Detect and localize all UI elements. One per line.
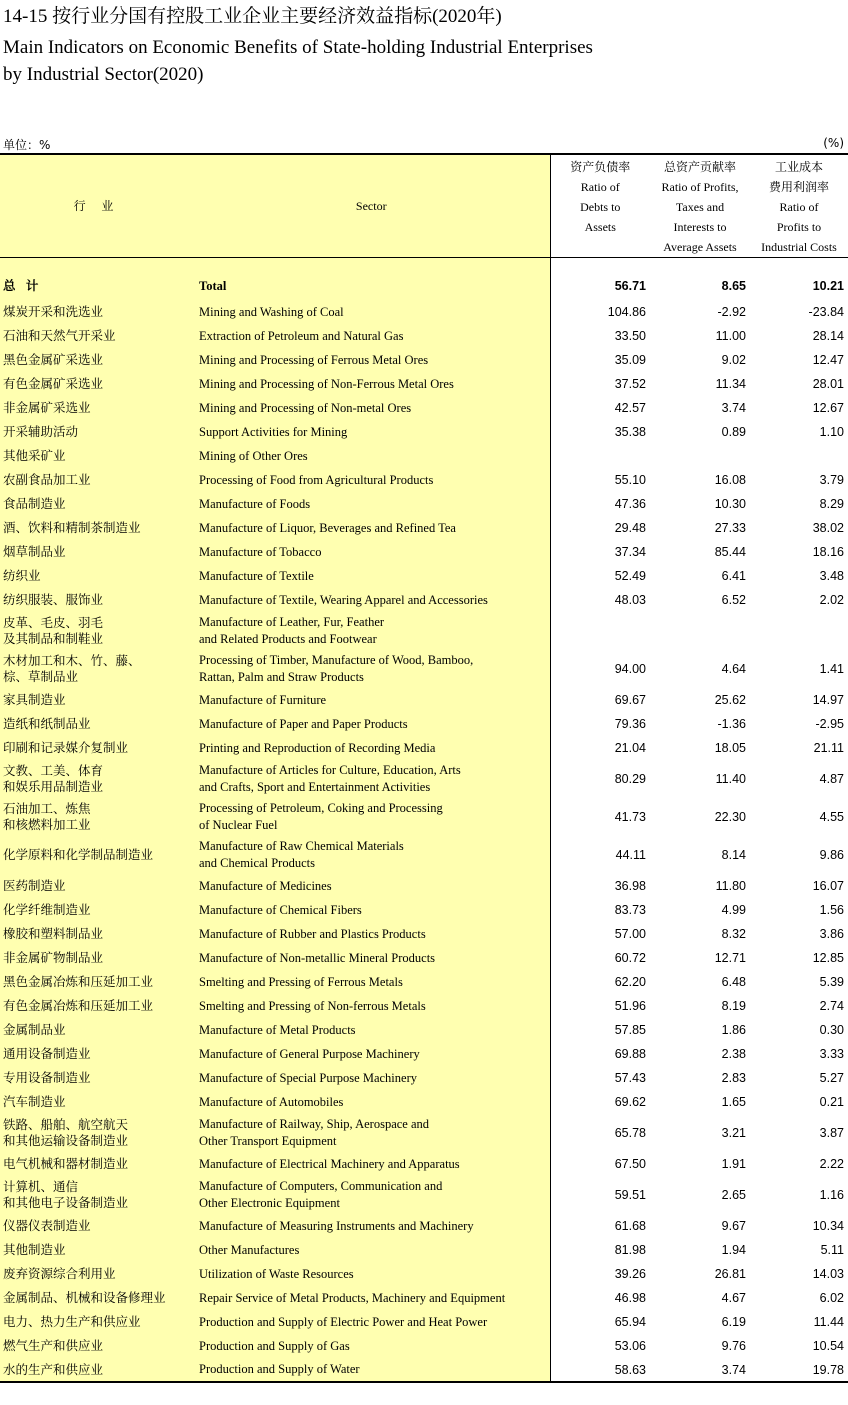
sector-cn-cell: 农副食品加工业 <box>0 468 193 492</box>
cost-profit-cell: 18.16 <box>812 545 844 559</box>
sector-en-cell: Utilization of Waste Resources <box>193 1262 550 1286</box>
sector-en-cell: Manufacture of Textile <box>193 564 550 588</box>
table-row <box>0 798 848 836</box>
debt-ratio-cell: 57.85 <box>614 1023 646 1037</box>
debt-ratio-cell: 69.67 <box>614 693 646 707</box>
cost-profit-cell: 28.14 <box>812 329 844 343</box>
sector-cn-cell: 食品制造业 <box>0 492 193 516</box>
sector-cn-cell: 化学原料和化学制品制造业 <box>0 836 193 874</box>
cost-profit-cell: 14.03 <box>812 1267 844 1281</box>
sector-cn-cell: 煤炭开采和洗选业 <box>0 300 193 324</box>
sector-en-cell: Production and Supply of Water <box>193 1358 550 1382</box>
sector-cn-cell: 其他制造业 <box>0 1238 193 1262</box>
table-row <box>0 468 848 492</box>
cost-profit-cell: 3.48 <box>819 569 844 583</box>
sector-en-cell: Processing of Food from Agricultural Products <box>193 468 550 492</box>
debt-ratio-cell: 51.96 <box>614 999 646 1013</box>
sector-en-cell: Extraction of Petroleum and Natural Gas <box>193 324 550 348</box>
asset-contribution-cell: -1.36 <box>717 717 746 731</box>
header-sector-en: Sector <box>193 154 550 258</box>
table-row <box>0 348 848 372</box>
header-asset-contribution-en: Ratio of Profits, <box>661 180 739 194</box>
sector-en-cell: Manufacture of Metal Products <box>193 1018 550 1042</box>
debt-ratio-cell: 56.71 <box>614 279 646 293</box>
debt-ratio-cell: 36.98 <box>614 879 646 893</box>
sector-cn-cell: 石油和天然气开采业 <box>0 324 193 348</box>
asset-contribution-cell: 8.65 <box>721 279 746 293</box>
debt-ratio-cell: 46.98 <box>614 1291 646 1305</box>
cost-profit-cell: 11.44 <box>813 1315 844 1329</box>
table-row <box>0 650 848 688</box>
debt-ratio-cell: 83.73 <box>614 903 646 917</box>
asset-contribution-cell: 8.19 <box>721 999 746 1013</box>
cost-profit-cell: 1.10 <box>819 425 844 439</box>
debt-ratio-cell <box>550 444 650 468</box>
asset-contribution-cell: 26.81 <box>714 1267 746 1281</box>
sector-cn-cell: 石油加工、炼焦 和核燃料加工业 <box>0 798 193 836</box>
table-row <box>0 300 848 324</box>
table-row <box>0 1018 848 1042</box>
cost-profit-cell: 10.34 <box>812 1219 844 1233</box>
cost-profit-cell: 38.02 <box>812 521 844 535</box>
header-cost-profit-cn: 工业成本 <box>774 160 823 174</box>
table-row <box>0 444 848 468</box>
sector-cn-cell: 通用设备制造业 <box>0 1042 193 1066</box>
debt-ratio-cell: 42.57 <box>614 401 646 415</box>
sector-cn-cell: 仪器仪表制造业 <box>0 1214 193 1238</box>
header-asset-contribution-en: Taxes and <box>675 200 725 214</box>
asset-contribution-cell: 4.64 <box>721 662 746 676</box>
sector-en-cell: Repair Service of Metal Products, Machinery and Equipment <box>193 1286 550 1310</box>
header-asset-contribution-en: Interests to <box>673 220 727 234</box>
cost-profit-cell: 19.78 <box>750 1358 848 1382</box>
asset-contribution-cell: 85.44 <box>714 545 746 559</box>
cost-profit-cell: 5.11 <box>820 1243 844 1257</box>
cost-profit-cell: 16.07 <box>812 879 844 893</box>
sector-cn-cell: 酒、饮料和精制茶制造业 <box>0 516 193 540</box>
asset-contribution-cell: 25.62 <box>714 693 746 707</box>
table-row <box>0 994 848 1018</box>
table-row <box>0 1238 848 1262</box>
debt-ratio-cell: 69.88 <box>614 1047 646 1061</box>
asset-contribution-cell: 11.34 <box>715 377 746 391</box>
table-row-total <box>0 272 848 300</box>
debt-ratio-cell: 33.50 <box>614 329 646 343</box>
table-row <box>0 420 848 444</box>
unit-label-cn: 单位：% <box>3 138 51 152</box>
sector-cn-cell: 医药制造业 <box>0 874 193 898</box>
table-row <box>0 516 848 540</box>
table-body <box>0 258 848 1383</box>
sector-en-cell: Other Manufactures <box>193 1238 550 1262</box>
table-title-en-line1: Main Indicators on Economic Benefits of State-holding Industrial Enterprises <box>3 37 593 58</box>
asset-contribution-cell: 2.83 <box>721 1071 746 1085</box>
sector-en-cell: Manufacture of Measuring Instruments and Machinery <box>193 1214 550 1238</box>
header-cost-profit-en: Industrial Costs <box>761 240 837 254</box>
asset-contribution-cell: 16.08 <box>714 473 746 487</box>
header-asset-contribution <box>650 154 750 258</box>
asset-contribution-cell: -2.92 <box>717 305 746 319</box>
table-row <box>0 492 848 516</box>
sector-en-cell: Total <box>193 272 550 300</box>
table-row <box>0 612 848 650</box>
asset-contribution-cell: 27.33 <box>714 521 746 535</box>
cost-profit-cell: 12.67 <box>812 401 844 415</box>
sector-cn-cell: 电气机械和器材制造业 <box>0 1152 193 1176</box>
asset-contribution-cell: 18.05 <box>714 741 746 755</box>
asset-contribution-cell: 6.19 <box>721 1315 746 1329</box>
table-title-en-line2: by Industrial Sector(2020) <box>3 64 204 85</box>
asset-contribution-cell: 10.30 <box>714 497 746 511</box>
sector-cn-cell: 总 计 <box>0 272 193 300</box>
asset-contribution-cell: 1.91 <box>721 1157 746 1171</box>
asset-contribution-cell: 8.32 <box>721 927 746 941</box>
header-debt-ratio-en: Ratio of <box>580 180 620 194</box>
debt-ratio-cell: 29.48 <box>614 521 646 535</box>
sector-en-cell: Manufacture of Rubber and Plastics Products <box>193 922 550 946</box>
sector-cn-cell: 木材加工和木、竹、藤、 棕、草制品业 <box>0 650 193 688</box>
cost-profit-cell: 0.30 <box>819 1023 844 1037</box>
sector-en-cell: Smelting and Pressing of Ferrous Metals <box>193 970 550 994</box>
sector-cn-cell: 纺织服装、服饰业 <box>0 588 193 612</box>
sector-en-cell: Manufacture of Textile, Wearing Apparel and Accessories <box>193 588 550 612</box>
debt-ratio-cell: 57.00 <box>614 927 646 941</box>
table-row <box>0 760 848 798</box>
asset-contribution-cell: 3.74 <box>721 401 746 415</box>
cost-profit-cell: 12.85 <box>812 951 844 965</box>
debt-ratio-cell: 59.51 <box>614 1188 646 1202</box>
table-header-row <box>0 154 848 258</box>
debt-ratio-cell: 44.11 <box>615 848 646 862</box>
table-row <box>0 1066 848 1090</box>
asset-contribution-cell: 4.99 <box>721 903 746 917</box>
cost-profit-cell: 12.47 <box>812 353 844 367</box>
table-row <box>0 946 848 970</box>
table-row <box>0 1310 848 1334</box>
sector-cn-cell: 有色金属冶炼和压延加工业 <box>0 994 193 1018</box>
table-row <box>0 1090 848 1114</box>
table-row <box>0 1286 848 1310</box>
sector-en-cell: Production and Supply of Gas <box>193 1334 550 1358</box>
sector-cn-cell: 金属制品业 <box>0 1018 193 1042</box>
sector-en-cell: Manufacture of Raw Chemical Materials and Chemical Products <box>193 836 550 874</box>
table-row <box>0 688 848 712</box>
debt-ratio-cell: 80.29 <box>614 772 646 786</box>
debt-ratio-cell <box>550 612 650 650</box>
sector-cn-cell: 化学纤维制造业 <box>0 898 193 922</box>
sector-cn-cell: 电力、热力生产和供应业 <box>0 1310 193 1334</box>
sector-en-cell: Manufacture of Railway, Ship, Aerospace and Other Transport Equipment <box>193 1114 550 1152</box>
asset-contribution-cell: 11.40 <box>715 772 746 786</box>
asset-contribution-cell: 9.76 <box>721 1339 746 1353</box>
asset-contribution-cell: 6.48 <box>721 975 746 989</box>
asset-contribution-cell: 12.71 <box>714 951 746 965</box>
cost-profit-cell: 1.16 <box>819 1188 844 1202</box>
cost-profit-cell: 2.22 <box>819 1157 844 1171</box>
sector-en-cell: Manufacture of Medicines <box>193 874 550 898</box>
sector-en-cell: Processing of Petroleum, Coking and Processing of Nuclear Fuel <box>193 798 550 836</box>
sector-en-cell: Manufacture of Special Purpose Machinery <box>193 1066 550 1090</box>
sector-cn-cell: 专用设备制造业 <box>0 1066 193 1090</box>
asset-contribution-cell: 9.02 <box>721 353 746 367</box>
table-row <box>0 970 848 994</box>
sector-cn-cell: 文教、工美、体育 和娱乐用品制造业 <box>0 760 193 798</box>
sector-en-cell: Manufacture of Paper and Paper Products <box>193 712 550 736</box>
cost-profit-cell: 21.11 <box>813 741 844 755</box>
asset-contribution-cell: 6.41 <box>721 569 746 583</box>
cost-profit-cell: 3.79 <box>819 473 844 487</box>
asset-contribution-cell: 22.30 <box>714 810 746 824</box>
cost-profit-cell: 5.27 <box>819 1071 844 1085</box>
table-row <box>0 396 848 420</box>
sector-en-cell: Printing and Reproduction of Recording Media <box>193 736 550 760</box>
table-row <box>0 540 848 564</box>
sector-cn-cell: 其他采矿业 <box>0 444 193 468</box>
cost-profit-cell: 3.86 <box>819 927 844 941</box>
sector-cn-cell: 黑色金属冶炼和压延加工业 <box>0 970 193 994</box>
debt-ratio-cell: 94.00 <box>614 662 646 676</box>
sector-cn-cell: 造纸和纸制品业 <box>0 712 193 736</box>
table-row <box>0 1176 848 1214</box>
asset-contribution-cell: 1.86 <box>721 1023 746 1037</box>
sector-en-cell: Manufacture of Articles for Culture, Education, Arts and Crafts, Sport and Entertainment Activities <box>193 760 550 798</box>
sector-cn-cell: 印刷和记录媒介复制业 <box>0 736 193 760</box>
debt-ratio-cell: 48.03 <box>614 593 646 607</box>
table-row <box>0 922 848 946</box>
table-row <box>0 1042 848 1066</box>
asset-contribution-cell: 3.74 <box>650 1358 750 1382</box>
debt-ratio-cell: 37.34 <box>614 545 646 559</box>
debt-ratio-cell: 61.68 <box>614 1219 646 1233</box>
sector-cn-cell: 水的生产和供应业 <box>0 1358 193 1382</box>
sector-en-cell: Manufacture of Electrical Machinery and Apparatus <box>193 1152 550 1176</box>
table-row <box>0 1334 848 1358</box>
cost-profit-cell: 1.41 <box>819 662 844 676</box>
asset-contribution-cell: 1.94 <box>721 1243 746 1257</box>
table-row <box>0 1114 848 1152</box>
debt-ratio-cell: 37.52 <box>614 377 646 391</box>
table-row <box>0 588 848 612</box>
table-row <box>0 736 848 760</box>
table-row <box>0 898 848 922</box>
sector-en-cell: Manufacture of Foods <box>193 492 550 516</box>
unit-label-en: (%) <box>823 136 844 150</box>
header-debt-ratio-cn: 资产负债率 <box>570 160 631 174</box>
table-row <box>0 1152 848 1176</box>
table-title-en <box>3 34 593 88</box>
cost-profit-cell: 28.01 <box>812 377 844 391</box>
debt-ratio-cell: 58.63 <box>550 1358 650 1382</box>
sector-cn-cell: 铁路、船舶、航空航天 和其他运输设备制造业 <box>0 1114 193 1152</box>
cost-profit-cell <box>750 444 848 468</box>
header-debt-ratio <box>550 154 650 258</box>
debt-ratio-cell: 21.04 <box>614 741 646 755</box>
cost-profit-cell: 4.55 <box>819 810 844 824</box>
debt-ratio-cell: 79.36 <box>614 717 646 731</box>
debt-ratio-cell: 53.06 <box>614 1339 646 1353</box>
sector-en-cell: Manufacture of Furniture <box>193 688 550 712</box>
sector-en-cell: Mining and Processing of Non-Ferrous Metal Ores <box>193 372 550 396</box>
debt-ratio-cell: 47.36 <box>614 497 646 511</box>
debt-ratio-cell: 81.98 <box>614 1243 646 1257</box>
table-title-cn: 14-15 按行业分国有控股工业企业主要经济效益指标(2020年) <box>3 6 502 27</box>
debt-ratio-cell: 65.94 <box>614 1315 646 1329</box>
header-cost-profit-en: Ratio of <box>779 200 819 214</box>
cost-profit-cell: -2.95 <box>815 717 844 731</box>
table-row <box>0 836 848 874</box>
sector-cn-cell: 废弃资源综合利用业 <box>0 1262 193 1286</box>
asset-contribution-cell: 2.38 <box>721 1047 746 1061</box>
debt-ratio-cell: 57.43 <box>614 1071 646 1085</box>
sector-en-cell: Manufacture of Chemical Fibers <box>193 898 550 922</box>
sector-cn-cell: 燃气生产和供应业 <box>0 1334 193 1358</box>
header-debt-ratio-en: Debts to <box>580 200 621 214</box>
cost-profit-cell <box>750 612 848 650</box>
sector-en-cell: Manufacture of General Purpose Machinery <box>193 1042 550 1066</box>
sector-cn-cell: 开采辅助活动 <box>0 420 193 444</box>
asset-contribution-cell: 2.65 <box>721 1188 746 1202</box>
sector-en-cell: Support Activities for Mining <box>193 420 550 444</box>
sector-cn-cell: 非金属矿物制品业 <box>0 946 193 970</box>
debt-ratio-cell: 35.38 <box>614 425 646 439</box>
cost-profit-cell: 9.86 <box>819 848 844 862</box>
asset-contribution-cell: 11.00 <box>715 329 746 343</box>
table-row <box>0 1358 848 1382</box>
cost-profit-cell: 4.87 <box>819 772 844 786</box>
sector-en-cell: Manufacture of Tobacco <box>193 540 550 564</box>
table-row <box>0 564 848 588</box>
debt-ratio-cell: 104.86 <box>607 305 646 319</box>
sector-cn-cell: 烟草制品业 <box>0 540 193 564</box>
sector-cn-cell: 黑色金属矿采选业 <box>0 348 193 372</box>
cost-profit-cell: 14.97 <box>812 693 844 707</box>
asset-contribution-cell: 4.67 <box>721 1291 746 1305</box>
cost-profit-cell: 2.74 <box>819 999 844 1013</box>
sector-en-cell: Manufacture of Non-metallic Mineral Products <box>193 946 550 970</box>
cost-profit-cell: -23.84 <box>808 305 844 319</box>
sector-en-cell: Mining and Washing of Coal <box>193 300 550 324</box>
table-spacer-row <box>0 258 848 273</box>
header-debt-ratio-en: Assets <box>584 220 616 234</box>
sector-en-cell: Mining of Other Ores <box>193 444 550 468</box>
sector-cn-cell: 橡胶和塑料制品业 <box>0 922 193 946</box>
cost-profit-cell: 5.39 <box>819 975 844 989</box>
asset-contribution-cell <box>650 612 750 650</box>
sector-cn-cell: 金属制品、机械和设备修理业 <box>0 1286 193 1310</box>
asset-contribution-cell: 6.52 <box>721 593 746 607</box>
cost-profit-cell: 3.87 <box>819 1126 844 1140</box>
debt-ratio-cell: 69.62 <box>614 1095 646 1109</box>
cost-profit-cell: 1.56 <box>819 903 844 917</box>
debt-ratio-cell: 62.20 <box>614 975 646 989</box>
sector-en-cell: Manufacture of Leather, Fur, Feather and Related Products and Footwear <box>193 612 550 650</box>
debt-ratio-cell: 65.78 <box>614 1126 646 1140</box>
header-cost-profit-en: Profits to <box>776 220 822 234</box>
debt-ratio-cell: 35.09 <box>614 353 646 367</box>
asset-contribution-cell: 8.14 <box>721 848 746 862</box>
cost-profit-cell: 6.02 <box>819 1291 844 1305</box>
sector-cn-cell: 计算机、通信 和其他电子设备制造业 <box>0 1176 193 1214</box>
sector-en-cell: Manufacture of Computers, Communication and Other Electronic Equipment <box>193 1176 550 1214</box>
cost-profit-cell: 3.33 <box>819 1047 844 1061</box>
asset-contribution-cell: 1.65 <box>721 1095 746 1109</box>
header-asset-contribution-en: Average Assets <box>663 240 737 254</box>
cost-profit-cell: 0.21 <box>819 1095 844 1109</box>
sector-cn-cell: 皮革、毛皮、羽毛 及其制品和制鞋业 <box>0 612 193 650</box>
sector-cn-cell: 非金属矿采选业 <box>0 396 193 420</box>
asset-contribution-cell: 3.21 <box>721 1126 746 1140</box>
sector-cn-cell: 纺织业 <box>0 564 193 588</box>
debt-ratio-cell: 55.10 <box>614 473 646 487</box>
debt-ratio-cell: 67.50 <box>614 1157 646 1171</box>
debt-ratio-cell: 52.49 <box>614 569 646 583</box>
table-row <box>0 372 848 396</box>
table-row <box>0 324 848 348</box>
table-row <box>0 1262 848 1286</box>
cost-profit-cell: 10.54 <box>812 1339 844 1353</box>
sector-en-cell: Manufacture of Liquor, Beverages and Refined Tea <box>193 516 550 540</box>
asset-contribution-cell <box>650 444 750 468</box>
header-sector-cn: 行 业 <box>0 154 193 258</box>
asset-contribution-cell: 0.89 <box>721 425 746 439</box>
table-row <box>0 874 848 898</box>
cost-profit-cell: 10.21 <box>812 279 844 293</box>
sector-cn-cell: 汽车制造业 <box>0 1090 193 1114</box>
asset-contribution-cell: 9.67 <box>721 1219 746 1233</box>
cost-profit-cell: 2.02 <box>819 593 844 607</box>
header-asset-contribution-cn: 总资产贡献率 <box>663 160 736 174</box>
asset-contribution-cell: 11.80 <box>715 879 746 893</box>
table-row <box>0 1214 848 1238</box>
sector-en-cell: Smelting and Pressing of Non-ferrous Metals <box>193 994 550 1018</box>
debt-ratio-cell: 60.72 <box>614 951 646 965</box>
indicators-table <box>0 153 848 1383</box>
cost-profit-cell: 8.29 <box>819 497 844 511</box>
sector-en-cell: Mining and Processing of Ferrous Metal Ores <box>193 348 550 372</box>
sector-en-cell: Manufacture of Automobiles <box>193 1090 550 1114</box>
debt-ratio-cell: 41.73 <box>614 810 646 824</box>
sector-cn-cell: 家具制造业 <box>0 688 193 712</box>
sector-en-cell: Processing of Timber, Manufacture of Wood, Bamboo, Rattan, Palm and Straw Products <box>193 650 550 688</box>
header-cost-profit-cn: 费用利润率 <box>768 180 829 194</box>
sector-en-cell: Production and Supply of Electric Power and Heat Power <box>193 1310 550 1334</box>
debt-ratio-cell: 39.26 <box>614 1267 646 1281</box>
sector-cn-cell: 有色金属矿采选业 <box>0 372 193 396</box>
header-cost-profit <box>750 154 848 258</box>
sector-en-cell: Mining and Processing of Non-metal Ores <box>193 396 550 420</box>
table-row <box>0 712 848 736</box>
